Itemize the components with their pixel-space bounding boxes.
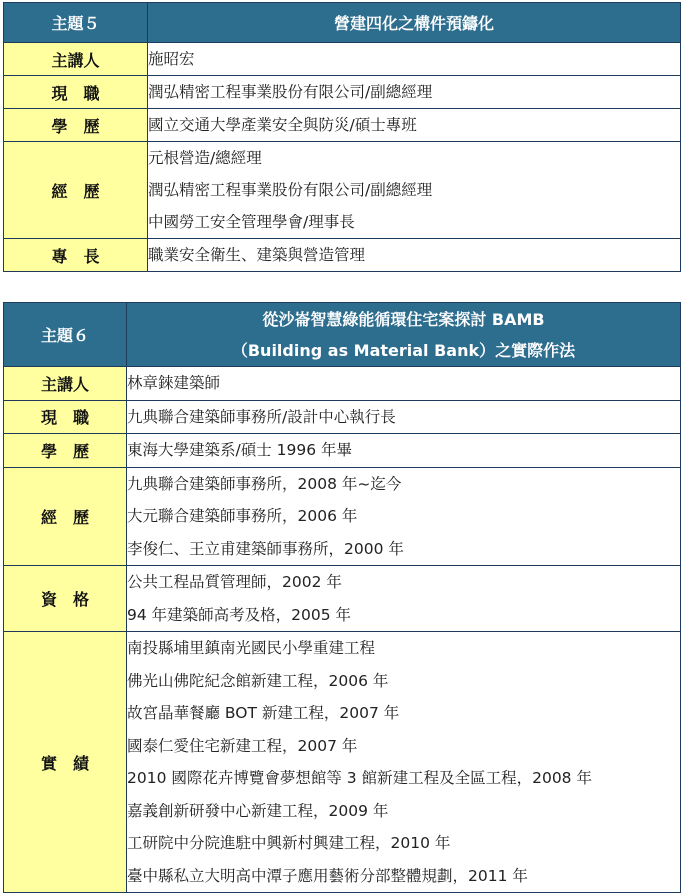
row-value	[127, 367, 681, 401]
value-line: 中國勞工安全管理學會/理事長	[148, 213, 355, 231]
topic6-row-speaker	[4, 367, 681, 401]
value-line: 公共工程品質管理師，2002 年	[127, 573, 342, 591]
row-label: 經 歷	[4, 467, 127, 566]
row-label: 學 歷	[4, 434, 127, 468]
header-title-line: （Building as Material Bank）之實際作法	[231, 340, 576, 360]
topic5-row-position	[4, 76, 681, 109]
topic6-row-experience	[4, 467, 681, 566]
value-line: 工研院中分院進駐中興新村興建工程，2010 年	[127, 834, 451, 852]
topic6-table	[3, 302, 681, 893]
topic6-row-qualification	[4, 566, 681, 632]
topic6-header-key: 主題６	[4, 303, 127, 367]
row-label: 主講人	[4, 367, 127, 401]
row-value	[148, 76, 681, 109]
value-line: 職業安全衛生、建築與營造管理	[148, 246, 366, 264]
row-label: 經 歷	[4, 142, 148, 239]
topic6-header-row	[4, 303, 681, 367]
value-line: 南投縣埔里鎮南光國民小學重建工程	[127, 639, 376, 657]
row-label: 現 職	[4, 76, 148, 109]
row-value	[127, 434, 681, 468]
row-label: 主講人	[4, 43, 148, 76]
row-value	[127, 400, 681, 434]
row-value	[127, 467, 681, 566]
topic6-row-education	[4, 434, 681, 468]
topic6-row-projects	[4, 632, 681, 893]
row-value	[148, 239, 681, 272]
topic5-row-speaker	[4, 43, 681, 76]
value-line: 林章錸建築師	[127, 374, 221, 392]
row-value	[148, 109, 681, 142]
value-line: 嘉義創新研發中心新建工程，2009 年	[127, 801, 389, 820]
value-line: 佛光山佛陀紀念館新建工程，2006 年	[127, 671, 389, 690]
row-label: 學 歷	[4, 109, 148, 142]
value-line: 94 年建築師高考及格，2005 年	[127, 605, 352, 624]
topic5-row-experience	[4, 142, 681, 239]
value-line: 臺中縣私立大明高中潭子應用藝術分部整體規劃，2011 年	[127, 866, 528, 885]
row-label: 現 職	[4, 400, 127, 434]
row-value	[127, 632, 681, 893]
value-line: 2010 國際花卉博覽會夢想館等 3 館新建工程及全區工程，2008 年	[127, 769, 592, 787]
value-line: 故宮晶華餐廳 BOT 新建工程，2007 年	[127, 704, 400, 722]
row-label: 實 績	[4, 632, 127, 893]
value-line: 東海大學建築系/碩士 1996 年畢	[127, 441, 353, 459]
row-value	[148, 142, 681, 239]
value-line: 國立交通大學產業安全與防災/碩士專班	[148, 116, 417, 134]
topic5-header-key: 主題５	[4, 3, 148, 43]
topic6-row-position	[4, 400, 681, 434]
row-value	[148, 43, 681, 76]
value-line: 李俊仁、王立甫建築師事務所，2000 年	[127, 539, 404, 558]
row-value	[127, 566, 681, 632]
value-line: 大元聯合建築師事務所，2006 年	[127, 507, 358, 525]
value-line: 潤弘精密工程事業股份有限公司/副總經理	[148, 181, 433, 199]
topic5-row-education	[4, 109, 681, 142]
value-line: 潤弘精密工程事業股份有限公司/副總經理	[148, 83, 433, 101]
topic5-row-expertise	[4, 239, 681, 272]
topic6-header-title	[127, 303, 681, 367]
value-line: 元根營造/總經理	[148, 149, 262, 167]
topic5-header-row	[4, 3, 681, 43]
topic5-table	[3, 2, 681, 272]
topic5-header-title: 營建四化之構件預鑄化	[148, 3, 681, 43]
row-label: 專 長	[4, 239, 148, 272]
value-line: 九典聯合建築師事務所/設計中心執行長	[127, 407, 396, 426]
row-label: 資 格	[4, 566, 127, 632]
value-line: 國泰仁愛住宅新建工程，2007 年	[127, 736, 358, 755]
value-line: 九典聯合建築師事務所，2008 年~迄今	[127, 474, 402, 493]
header-title-line: 從沙崙智慧綠能循環住宅案探討 BAMB	[262, 309, 545, 329]
value-line: 施昭宏	[148, 50, 195, 68]
